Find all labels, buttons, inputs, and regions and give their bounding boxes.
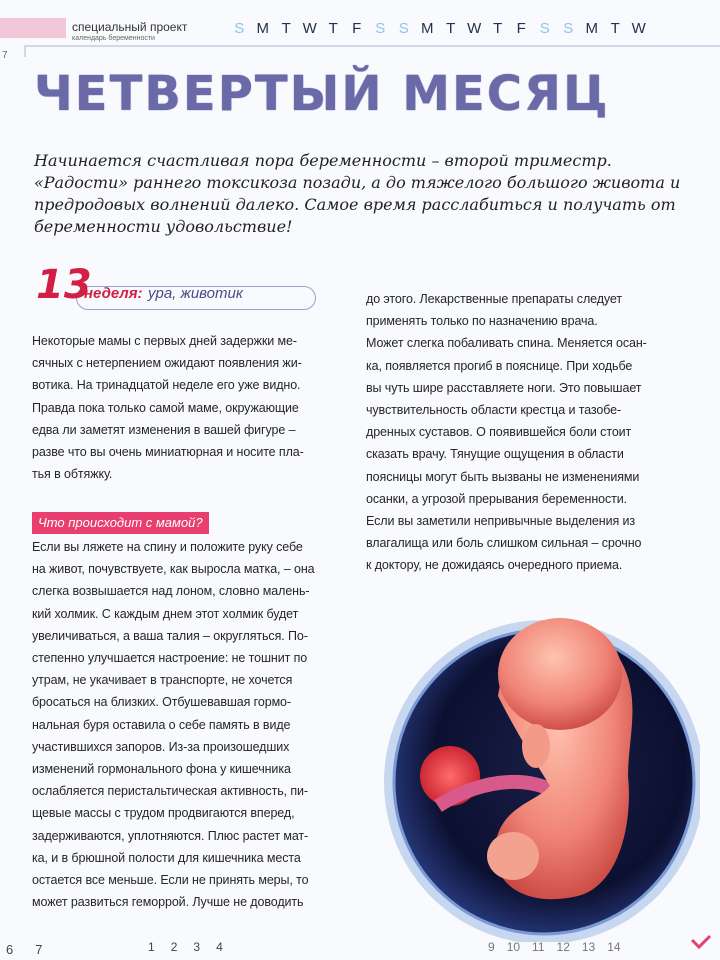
fetus-leg [487, 832, 539, 880]
text-line: слегка возвышается над лоном, словно малень- [32, 584, 310, 599]
footer-number: 1 [148, 940, 155, 954]
text-line: Если вы ляжете на спину и положите руку себе [32, 540, 303, 554]
text-line: кий холмик. С каждым днем этот холмик будет [32, 606, 299, 621]
project-label [72, 21, 187, 43]
text-line: до этого. Лекарственные препараты следует [366, 292, 622, 306]
text-line: Некоторые мамы с первых дней задержки ме- [32, 334, 297, 348]
footer-number: 3 [193, 940, 201, 954]
weekday-letter: S [398, 20, 410, 37]
footer-number: 11 [532, 940, 545, 954]
week-number: 13 [36, 262, 92, 308]
week-topic: ура, животик [148, 285, 243, 302]
text-line: разве что вы очень миниатюрная и носите пла- [32, 445, 304, 460]
week-heading [36, 262, 296, 308]
text-line: сказать врачу. Тянущие ощущения в области [366, 447, 624, 462]
checkmark-icon [690, 934, 712, 950]
text-line: осанки, а угрозой прерывания беременности. [366, 491, 628, 506]
weekday-letter: T [328, 20, 339, 37]
text-line: увеличиваться, а ваша талия – округляться. По- [32, 628, 308, 643]
weekday-letter: M [421, 20, 435, 37]
project-title: специальный проект [72, 20, 188, 34]
text-line: Если вы заметили непривычные выделения из [366, 514, 636, 529]
text-line: влагалища или боль слишком сильная – срочно [366, 536, 642, 551]
right-column-body [366, 288, 696, 577]
weekday-letter: W [302, 20, 318, 37]
text-line: тья в обтяжку. [32, 467, 113, 482]
footer-number: 12 [556, 940, 570, 954]
page-title: ЧЕТВЕРТЫЙ МЕСЯЦ [34, 66, 610, 122]
footer-number: 10 [506, 940, 521, 954]
weekday-letter: F [516, 20, 527, 37]
section-subheading: Что происходит с мамой? [32, 512, 209, 534]
weekday-letter: W [631, 20, 647, 37]
text-line: ослабляется перистальтическая активность, пи- [32, 784, 308, 799]
text-line: степенно улучшается настроение: не тошнит по [32, 651, 308, 666]
text-line: на живот, почувствуете, как выросла матка, – она [32, 562, 315, 577]
weekday-letter: M [256, 20, 270, 37]
text-line: Правда пока только самой маме, окружающие [32, 400, 299, 415]
footer-week-numbers-right [488, 940, 621, 954]
footer-number: 14 [607, 940, 621, 954]
footer-number: 7 [35, 942, 43, 957]
text-line: сячных с нетерпением ожидают появления жи- [32, 356, 302, 371]
text-line: задерживаются, уплотняются. Плюс растет мат- [32, 828, 309, 843]
left-column-body [32, 536, 352, 913]
weekday-letter: T [281, 20, 292, 37]
project-subtitle: календарь беременности [72, 35, 155, 42]
text-line: остается все меньше. Если не принять меры, то [32, 873, 309, 888]
text-line: чувствительность области крестца и тазобе- [366, 403, 622, 418]
text-line: может развиться геморрой. Лучше не доводить [32, 895, 304, 910]
left-column-intro [32, 330, 352, 485]
footer-week-numbers [148, 940, 223, 954]
text-line: к доктору, не дожидаясь очередного приема. [366, 558, 623, 573]
week-label: неделя: [84, 285, 143, 302]
footer-number: 2 [170, 940, 178, 954]
weekday-letter: W [467, 20, 483, 37]
header-color-tab [0, 18, 66, 38]
footer-number: 13 [581, 940, 596, 954]
illustration-credit [6, 790, 18, 940]
text-line: ка, и в брюшной полости для кишечника места [32, 850, 301, 865]
footer-number: 9 [488, 940, 495, 954]
text-line: вотика. На тринадцатой неделе его уже видно. [32, 378, 301, 393]
text-line: нальная буря оставила о себе память в виде [32, 717, 291, 732]
fetus-hand [522, 724, 550, 768]
weekday-strip [228, 20, 651, 37]
text-line: бросаться на близких. Отбушевавшая гормо- [32, 695, 291, 710]
page-marker: 7 [2, 50, 8, 61]
weekday-letter: S [234, 20, 246, 37]
text-line: поясницы могут быть вызваны не изменениями [366, 469, 640, 484]
weekday-letter: S [539, 20, 551, 37]
text-line: ка, появляется прогиб в пояснице. При ходьбе [366, 358, 633, 373]
page-frame [24, 45, 720, 57]
weekday-letter: S [563, 20, 575, 37]
weekday-letter: T [610, 20, 621, 37]
weekday-letter: T [493, 20, 504, 37]
text-line: утрам, не укачивает в транспорте, не хочется [32, 673, 293, 688]
weekday-letter: S [375, 20, 387, 37]
text-line: участившихся запоров. Из-за произошедших [32, 739, 290, 754]
weekday-letter: F [352, 20, 363, 37]
fetus-head [498, 618, 622, 730]
weekday-letter: T [446, 20, 457, 37]
page-header [0, 18, 720, 46]
text-line: применять только по назначению врача. [366, 314, 598, 329]
weekday-letter: M [585, 20, 599, 37]
text-line: дренных суставов. О появившейся боли стоит [366, 425, 632, 440]
text-line: вы чуть шире расставляете ноги. Это повышает [366, 380, 642, 395]
lead-paragraph: Начинается счастливая пора беременности – второй триместр. «Радости» раннего токсикоза позади, а до тяжелого большого живота и предродовых волнений далеко. Самое время расслабиться и получать от беременности удовольствие! [34, 151, 681, 236]
fetus-illustration [378, 586, 700, 942]
text-line: щевые массы с трудом продвигаются вперед, [32, 806, 295, 821]
footer-number: 4 [216, 940, 223, 954]
footer-number: 6 [6, 942, 14, 957]
footer-left-numbers [6, 942, 64, 957]
text-line: изменений гормонального фона у кишечника [32, 762, 291, 777]
text-line: Может слегка побаливать спина. Меняется осан- [366, 336, 647, 351]
text-line: едва ли заметят изменения в вашей фигуре – [32, 422, 296, 437]
